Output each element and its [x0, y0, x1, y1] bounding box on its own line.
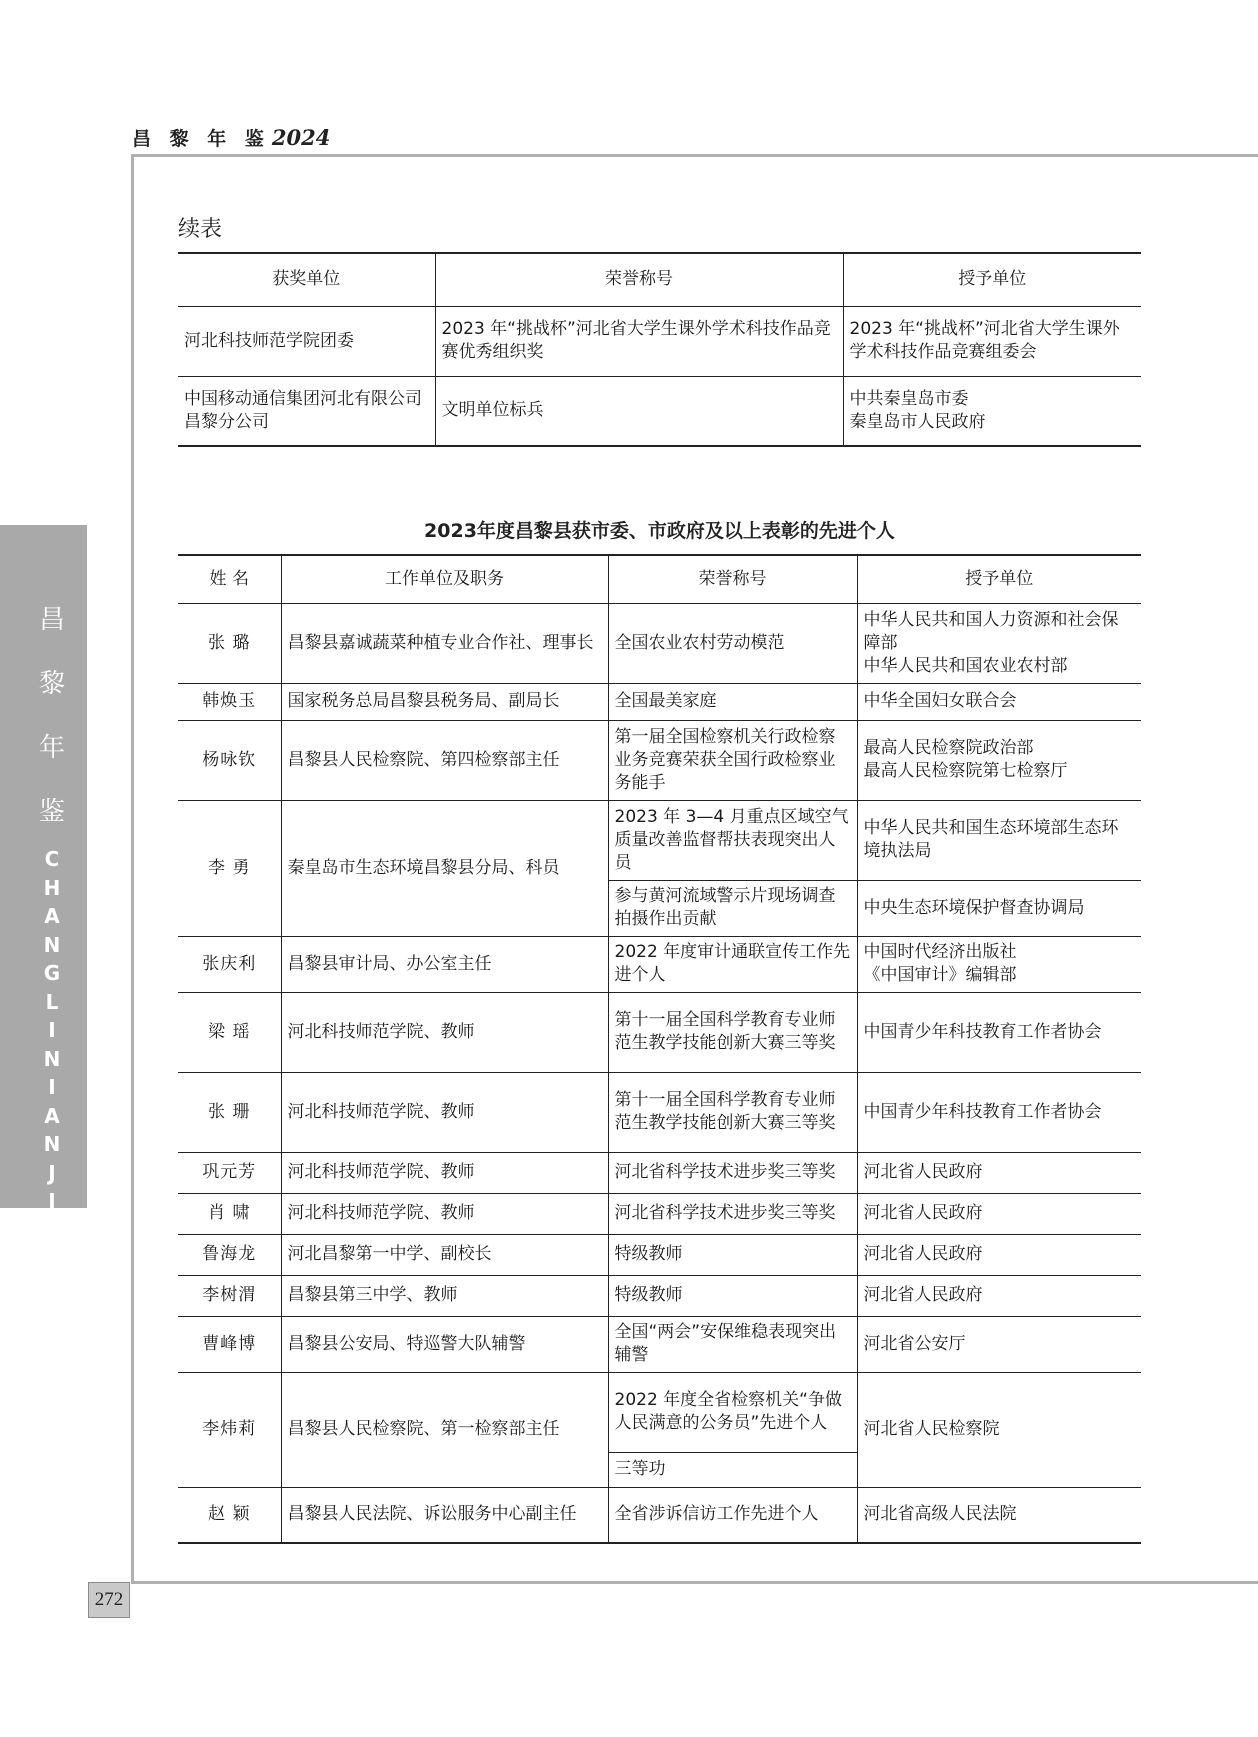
cell-grantor: 河北省人民政府 — [857, 1234, 1141, 1275]
cell-honor: 第一届全国检察机关行政检察业务竞赛荣获全国行政检察业务能手 — [608, 720, 857, 800]
cell-grantor: 中共秦皇岛市委 秦皇岛市人民政府 — [843, 376, 1141, 446]
cell-name: 巩元芳 — [178, 1152, 281, 1193]
cell-honor: 全省涉诉信访工作先进个人 — [608, 1487, 857, 1543]
page-number: 272 — [88, 1582, 130, 1618]
cell-name: 韩焕玉 — [178, 683, 281, 720]
table-continuation-caption: 续表 — [178, 217, 223, 242]
cell-grantor: 2023 年“挑战杯”河北省大学生课外学术科技作品竞赛组委会 — [843, 306, 1141, 376]
cell-honor: 参与黄河流域警示片现场调查拍摄作出贡献 — [608, 880, 857, 936]
cell-grantor: 最高人民检察院政治部 最高人民检察院第七检察厅 — [857, 720, 1141, 800]
cell-honor: 2023 年 3—4 月重点区域空气质量改善监督帮扶表现突出人员 — [608, 800, 857, 880]
cell-unit: 昌黎县审计局、办公室主任 — [281, 936, 608, 992]
cell-unit: 昌黎县第三中学、教师 — [281, 1275, 608, 1316]
cell-grantor: 河北省人民政府 — [857, 1152, 1141, 1193]
table-row — [178, 376, 1141, 446]
cell-unit: 河北科技师范学院、教师 — [281, 1193, 608, 1234]
side-letter: I — [48, 1018, 56, 1042]
side-letter: N — [43, 1246, 61, 1270]
cell-honor: 河北省科学技术进步奖三等奖 — [608, 1152, 857, 1193]
side-char: 年 — [38, 733, 65, 763]
table-row — [178, 603, 1141, 683]
book-header-title: 昌 黎 年 鉴2024 — [132, 125, 331, 150]
table-row — [178, 1234, 1141, 1275]
cell-grantor: 河北省人民检察院 — [857, 1372, 1141, 1487]
table-row — [178, 1372, 1141, 1452]
side-letter: L — [45, 989, 59, 1014]
table-header-row — [178, 555, 1141, 603]
cell-name: 肖 啸 — [178, 1193, 281, 1234]
cell-honor: 特级教师 — [608, 1234, 857, 1275]
cell-unit: 国家税务总局昌黎县税务局、副局长 — [281, 683, 608, 720]
cell-unit: 昌黎县人民检察院、第四检察部主任 — [281, 720, 608, 800]
table-row — [178, 1275, 1141, 1316]
side-char: 昌 — [38, 605, 65, 635]
cell-grantor: 河北省人民政府 — [857, 1275, 1141, 1316]
side-letter: J — [48, 1160, 56, 1185]
cell-unit: 河北科技师范学院团委 — [178, 306, 435, 376]
cell-name: 鲁海龙 — [178, 1234, 281, 1275]
side-tab-chinese — [32, 588, 72, 844]
table-title: 2023年度昌黎县获市委、市政府及以上表彰的先进个人 — [424, 520, 895, 542]
cell-honor: 2022 年度审计通联宣传工作先进个人 — [608, 936, 857, 992]
table-row — [178, 1193, 1141, 1234]
table-row — [178, 1487, 1141, 1543]
cell-grantor: 中央生态环境保护督查协调局 — [857, 880, 1141, 936]
cell-grantor: 中华全国妇女联合会 — [857, 683, 1141, 720]
cell-unit: 中国移动通信集团河北有限公司昌黎分公司 — [178, 376, 435, 446]
table-row — [178, 1316, 1141, 1372]
side-tab-english — [41, 845, 63, 1273]
cell-honor: 河北省科学技术进步奖三等奖 — [608, 1193, 857, 1234]
cell-grantor: 河北省高级人民法院 — [857, 1487, 1141, 1543]
cell-name: 张 璐 — [178, 603, 281, 683]
cell-grantor: 中国时代经济出版社 《中国审计》编辑部 — [857, 936, 1141, 992]
table-header-row — [178, 253, 1141, 306]
cell-honor: 三等功 — [608, 1452, 857, 1487]
cell-honor: 全国最美家庭 — [608, 683, 857, 720]
table-row — [178, 683, 1141, 720]
cell-name: 李炜莉 — [178, 1372, 281, 1487]
cell-unit: 昌黎县人民检察院、第一检察部主任 — [281, 1372, 608, 1487]
cell-unit: 昌黎县公安局、特巡警大队辅警 — [281, 1316, 608, 1372]
column-header: 获奖单位 — [178, 253, 435, 306]
awards-units-table — [178, 252, 1141, 447]
cell-honor: 特级教师 — [608, 1275, 857, 1316]
cell-grantor: 中国青少年科技教育工作者协会 — [857, 992, 1141, 1072]
side-letter: N — [43, 1046, 61, 1071]
cell-name: 李 勇 — [178, 800, 281, 936]
side-letter: I — [48, 1075, 56, 1099]
table-row — [178, 1072, 1141, 1152]
cell-unit: 河北科技师范学院、教师 — [281, 1072, 608, 1152]
column-header: 荣誉称号 — [608, 555, 857, 603]
side-letter: N — [43, 932, 61, 957]
column-header: 工作单位及职务 — [281, 555, 608, 603]
column-header: 授予单位 — [843, 253, 1141, 306]
column-header: 授予单位 — [857, 555, 1141, 603]
cell-grantor: 中华人民共和国人力资源和社会保障部 中华人民共和国农业农村部 — [857, 603, 1141, 683]
side-char: 黎 — [38, 669, 65, 699]
cell-name: 张 珊 — [178, 1072, 281, 1152]
cell-honor: 2022 年度全省检察机关“争做人民满意的公务员”先进个人 — [608, 1372, 857, 1452]
advanced-individuals-table — [178, 554, 1141, 1544]
cell-unit: 秦皇岛市生态环境昌黎县分局、科员 — [281, 800, 608, 936]
cell-name: 梁 瑶 — [178, 992, 281, 1072]
cell-name: 李树渭 — [178, 1275, 281, 1316]
cell-unit: 昌黎县人民法院、诉讼服务中心副主任 — [281, 1487, 608, 1543]
cell-honor: 第十一届全国科学教育专业师范生教学技能创新大赛三等奖 — [608, 992, 857, 1072]
table-row — [178, 1152, 1141, 1193]
side-letter: G — [43, 961, 61, 985]
side-letter: H — [43, 875, 61, 900]
cell-grantor: 中华人民共和国生态环境部生态环境执法局 — [857, 800, 1141, 880]
cell-name: 曹峰博 — [178, 1316, 281, 1372]
cell-honor: 第十一届全国科学教育专业师范生教学技能创新大赛三等奖 — [608, 1072, 857, 1152]
column-header: 姓 名 — [178, 555, 281, 603]
cell-unit: 河北科技师范学院、教师 — [281, 1152, 608, 1193]
cell-grantor: 河北省人民政府 — [857, 1193, 1141, 1234]
side-letter: N — [43, 1132, 61, 1156]
cell-honor: 全国农业农村劳动模范 — [608, 603, 857, 683]
cell-unit: 河北科技师范学院、教师 — [281, 992, 608, 1072]
cell-name: 张庆利 — [178, 936, 281, 992]
side-letter: A — [44, 904, 60, 928]
side-letter: A — [44, 1217, 60, 1242]
table-row — [178, 800, 1141, 880]
side-letter: A — [44, 1103, 60, 1128]
page-frame-top — [131, 154, 1258, 157]
table-row — [178, 720, 1141, 800]
cell-honor: 全国“两会”安保维稳表现突出辅警 — [608, 1316, 857, 1372]
header-year: 2024 — [271, 125, 331, 150]
side-letter: I — [48, 1189, 56, 1213]
cell-honor: 2023 年“挑战杯”河北省大学生课外学术科技作品竞赛优秀组织奖 — [435, 306, 843, 376]
column-header: 荣誉称号 — [435, 253, 843, 306]
cell-grantor: 中国青少年科技教育工作者协会 — [857, 1072, 1141, 1152]
table-row — [178, 992, 1141, 1072]
cell-unit: 昌黎县嘉诚蔬菜种植专业合作社、理事长 — [281, 603, 608, 683]
page-frame-left — [131, 154, 134, 1584]
table-row — [178, 306, 1141, 376]
cell-honor: 文明单位标兵 — [435, 376, 843, 446]
side-letter: C — [44, 847, 60, 871]
cell-unit: 河北昌黎第一中学、副校长 — [281, 1234, 608, 1275]
page-frame-bottom — [131, 1581, 1258, 1584]
table-row — [178, 936, 1141, 992]
side-char: 鉴 — [38, 797, 65, 827]
cell-name: 赵 颖 — [178, 1487, 281, 1543]
cell-name: 杨咏钦 — [178, 720, 281, 800]
cell-grantor: 河北省公安厅 — [857, 1316, 1141, 1372]
